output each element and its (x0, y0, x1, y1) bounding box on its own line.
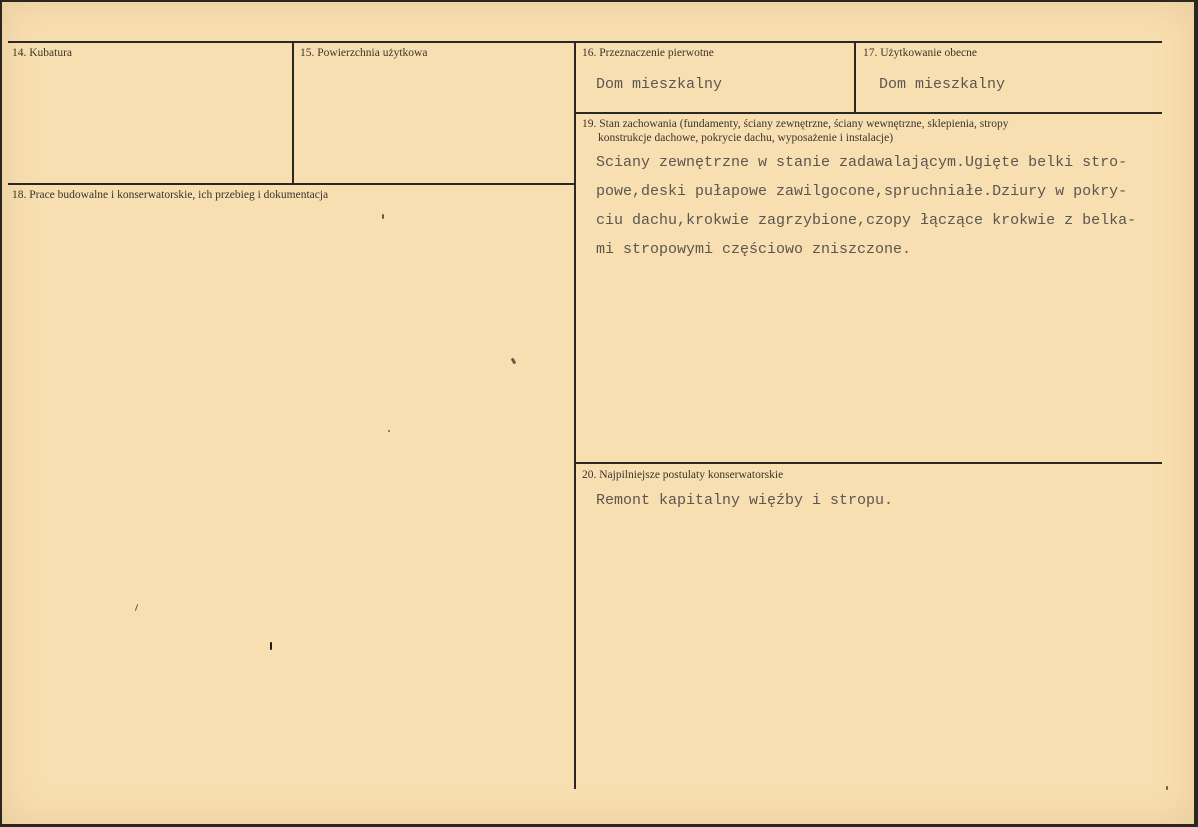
field-19-line: ciu dachu,krokwie zagrzybione,czopy łączące krokwie z belka- (596, 212, 1137, 229)
field-14-label: 14. Kubatura (12, 47, 73, 59)
paper-speck (1166, 786, 1168, 790)
paper-speck (388, 430, 390, 432)
paper-speck (382, 214, 384, 219)
field-18-label: 18. Prace budowalne i konserwatorskie, ich przebieg i dokumentacja (12, 189, 329, 201)
field-19-label-line2: konstrukcje dachowe, pokrycie dachu, wyposażenie i instalacje) (598, 132, 894, 144)
paper-speck (135, 604, 138, 611)
rule-above-18 (8, 183, 574, 185)
field-19-line: Sciany zewnętrzne w stanie zadawalającym.Ugięte belki stro- (596, 154, 1128, 171)
divider-16-17 (854, 43, 856, 113)
rule-above-19 (576, 112, 1162, 114)
field-20-value: Remont kapitalny więźby i stropu. (596, 492, 894, 509)
paper-speck (270, 642, 272, 650)
field-19-label-line1: 19. Stan zachowania (fundamenty, ściany zewnętrzne, ściany wewnętrzne, sklepienia, stropy (582, 118, 1009, 130)
rule-above-20 (576, 462, 1162, 464)
divider-left-right (574, 43, 576, 789)
field-19-line: mi stropowymi częściowo zniszczone. (596, 241, 912, 258)
field-20-label: 20. Najpilniejsze postulaty konserwatorskie (582, 469, 784, 481)
field-19-line: powe,deski pułapowe zawilgocone,spruchniałe.Dziury w pokry- (596, 183, 1128, 200)
field-16-value: Dom mieszkalny (596, 76, 723, 93)
field-17-value: Dom mieszkalny (879, 76, 1006, 93)
field-16-label: 16. Przeznaczenie pierwotne (582, 47, 714, 59)
paper-speck (511, 358, 517, 365)
field-17-label: 17. Użytkowanie obecne (863, 47, 978, 59)
record-card (2, 2, 1194, 824)
field-15-label: 15. Powierzchnia użytkowa (300, 47, 428, 59)
top-rule (8, 41, 1162, 43)
divider-14-15 (292, 43, 294, 184)
